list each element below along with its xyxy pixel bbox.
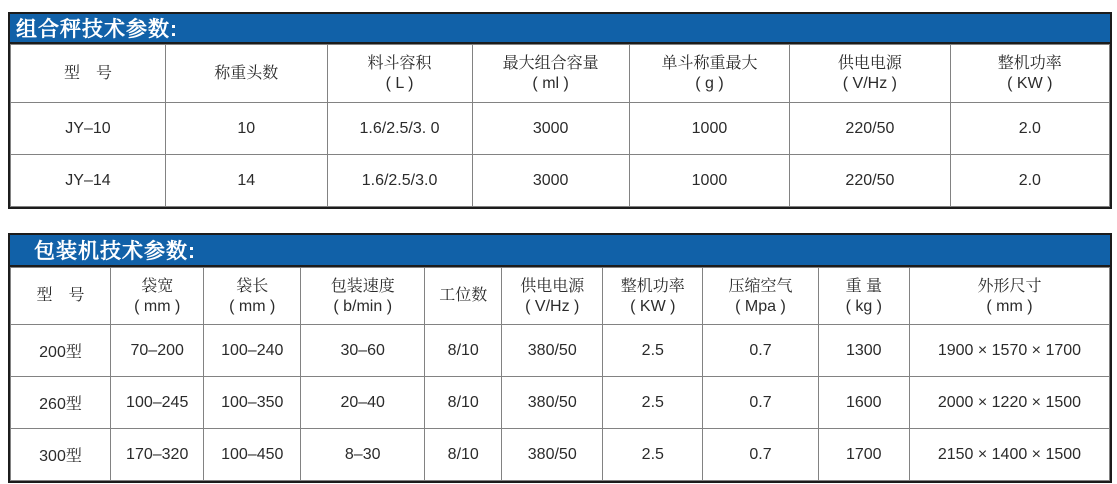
column-label: 称重头数 [214, 64, 279, 82]
table-cell: 170–320 [111, 429, 204, 481]
table-cell: 2.0 [950, 155, 1109, 207]
packer-spec-table [8, 233, 1112, 483]
packer-table-title-bar [10, 235, 1110, 267]
table-row [11, 377, 1110, 429]
column-label: 整机功率 [620, 277, 685, 295]
column-label: 重 量 [845, 277, 883, 295]
column-label: 供电电源 [837, 55, 902, 72]
table-cell: 1.6/2.5/3.0 [327, 155, 472, 207]
table-cell: 8/10 [425, 429, 502, 481]
column-label: 袋长 [236, 277, 269, 295]
column-unit: ( mm ) [134, 297, 181, 315]
packer-col-model [11, 268, 111, 325]
scale-col-model [11, 45, 166, 103]
scale-col-heads [165, 45, 327, 103]
column-label: 压缩空气 [728, 277, 793, 295]
column-unit: ( ml ) [532, 75, 569, 92]
table-cell: 2.5 [603, 377, 703, 429]
packer-col-weight [818, 268, 909, 325]
table-row [11, 155, 1110, 207]
scale-col-max-capacity [472, 45, 629, 103]
packer-col-compressed-air [703, 268, 818, 325]
packer-table-title: 包装机技术参数: [34, 240, 196, 263]
column-unit: ( L ) [385, 75, 414, 92]
column-unit: ( KW ) [630, 297, 676, 315]
column-label: 袋宽 [141, 277, 174, 295]
table-cell: 2.5 [603, 429, 703, 481]
column-unit: ( V/Hz ) [525, 297, 580, 315]
column-label: 整机功率 [997, 55, 1062, 72]
packer-col-stations [425, 268, 502, 325]
column-unit: ( mm ) [229, 297, 276, 315]
table-cell: 30–60 [301, 325, 425, 377]
column-label: 最大组合容量 [502, 55, 599, 72]
column-unit: ( V/Hz ) [842, 75, 897, 92]
table-cell: 380/50 [502, 377, 603, 429]
table-cell: 260型 [11, 377, 111, 429]
table-cell: 0.7 [703, 325, 818, 377]
column-unit: ( kg ) [845, 297, 883, 315]
table-cell: 3000 [472, 103, 629, 155]
scale-col-power-supply [790, 45, 950, 103]
column-unit: ( g ) [695, 75, 724, 92]
packer-col-bag-width [111, 268, 204, 325]
scale-col-hopper-volume [327, 45, 472, 103]
table-cell: 2.5 [603, 325, 703, 377]
scale-spec-table [8, 12, 1112, 209]
column-label: 型 号 [63, 64, 112, 82]
packer-col-total-power [603, 268, 703, 325]
scale-table-title: 组合秤技术参数: [16, 18, 178, 41]
table-cell: 2150 × 1400 × 1500 [909, 429, 1109, 481]
table-cell: 300型 [11, 429, 111, 481]
column-label: 包装速度 [330, 277, 395, 295]
packer-header-row [11, 268, 1110, 325]
table-cell: 100–245 [111, 377, 204, 429]
column-unit: ( Mpa ) [735, 297, 786, 315]
packer-col-packing-speed [301, 268, 425, 325]
table-cell: 200型 [11, 325, 111, 377]
table-cell: JY–10 [11, 103, 166, 155]
table-cell: 1300 [818, 325, 909, 377]
table-cell: 14 [165, 155, 327, 207]
table-cell: 8–30 [301, 429, 425, 481]
table-cell: 1600 [818, 377, 909, 429]
packer-col-dimensions [909, 268, 1109, 325]
column-label: 工位数 [439, 287, 488, 304]
column-label: 供电电源 [520, 277, 585, 295]
table-row [11, 325, 1110, 377]
table-cell: 8/10 [425, 377, 502, 429]
table-cell: JY–14 [11, 155, 166, 207]
packer-col-bag-length [204, 268, 301, 325]
table-cell: 10 [165, 103, 327, 155]
column-unit: ( b/min ) [333, 297, 393, 315]
scale-col-single-hopper-max [629, 45, 789, 103]
scale-col-total-power [950, 45, 1109, 103]
packer-col-power-supply [502, 268, 603, 325]
column-unit: ( mm ) [986, 297, 1033, 315]
scale-header-row [11, 45, 1110, 103]
column-label: 外形尺寸 [977, 277, 1042, 295]
table-cell: 1.6/2.5/3. 0 [327, 103, 472, 155]
packer-table [10, 267, 1110, 481]
table-cell: 2.0 [950, 103, 1109, 155]
column-label: 型 号 [36, 287, 85, 304]
table-cell: 0.7 [703, 377, 818, 429]
table-cell: 1000 [629, 155, 789, 207]
table-cell: 20–40 [301, 377, 425, 429]
table-row [11, 429, 1110, 481]
table-cell: 2000 × 1220 × 1500 [909, 377, 1109, 429]
table-cell: 100–350 [204, 377, 301, 429]
table-cell: 380/50 [502, 429, 603, 481]
table-cell: 100–240 [204, 325, 301, 377]
table-cell: 1700 [818, 429, 909, 481]
table-cell: 1000 [629, 103, 789, 155]
table-cell: 1900 × 1570 × 1700 [909, 325, 1109, 377]
table-cell: 220/50 [790, 103, 950, 155]
table-cell: 220/50 [790, 155, 950, 207]
table-cell: 3000 [472, 155, 629, 207]
table-cell: 0.7 [703, 429, 818, 481]
scale-table-title-bar [10, 14, 1110, 44]
table-cell: 380/50 [502, 325, 603, 377]
table-cell: 70–200 [111, 325, 204, 377]
column-label: 单斗称重最大 [661, 55, 758, 72]
column-unit: ( KW ) [1007, 75, 1053, 92]
table-row [11, 103, 1110, 155]
table-cell: 8/10 [425, 325, 502, 377]
table-cell: 100–450 [204, 429, 301, 481]
scale-table [10, 44, 1110, 207]
column-label: 料斗容积 [367, 55, 432, 72]
